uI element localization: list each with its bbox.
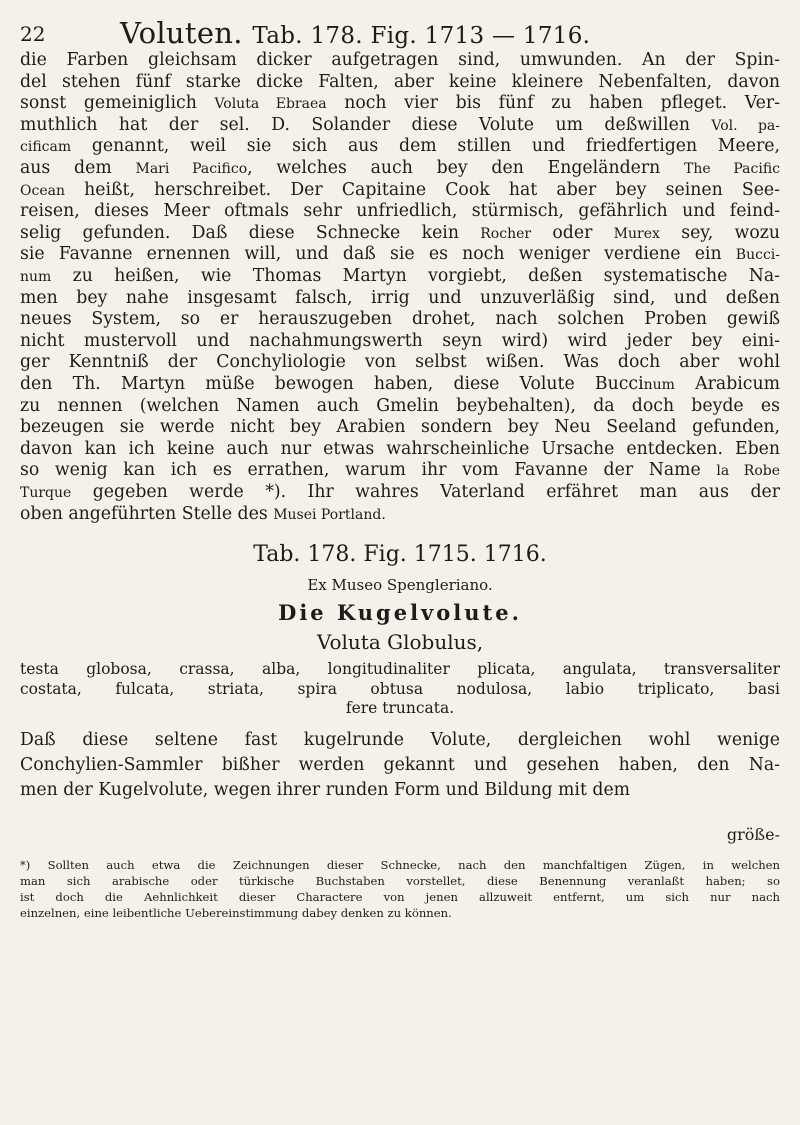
text-line: cificam genannt, weil sie sich aus dem stillen und friedfertigen Meere,: [20, 136, 780, 157]
description-line: fere truncata.: [345, 699, 455, 717]
text-line: oben angeführten Stelle des Musei Portland.: [20, 503, 386, 524]
text-line: neues System, so er herauszugeben drohet, nach solchen Proben gewiß: [20, 309, 780, 330]
page-number: 22: [20, 22, 46, 46]
text-line: muthlich hat der sel. D. Solander diese Volute um deßwillen Vol. pa-: [20, 114, 781, 135]
text-line: die Farben gleichsam dicker aufgetragen sind, umwunden. An der Spin-: [20, 50, 780, 70]
text-line: sie Favanne ernennen will, und daß sie es noch weniger verdiene ein Bucci-: [20, 244, 780, 265]
text-line: nicht mustervoll und nachahmungswerth seyn wird) wird jeder bey eini-: [20, 330, 780, 351]
running-title: [120, 16, 590, 50]
text-line: men der Kugelvolute, wegen ihrer runden Form und Bildung mit dem: [20, 780, 631, 800]
text-line: bezeugen sie werde nicht bey Arabien sondern bey Neu Seeland gefunden,: [20, 417, 780, 438]
text-line: num zu heißen, wie Thomas Martyn vorgiebt, deßen systematische Na-: [20, 266, 780, 286]
text-line: del stehen fünf starke dicke Falten, aber keine kleinere Nebenfalten, davon: [20, 71, 780, 92]
description-line: testa globosa, crassa, alba, longitudinaliter plicata, angulata, transversaliter: [20, 660, 780, 678]
text-line: selig gefunden. Daß diese Schnecke kein Rocher oder Murex sey, wozu: [20, 222, 780, 243]
catchword: größe-: [726, 825, 780, 844]
text-line: Ocean heißt, herschreibet. Der Capitaine Cook hat aber bey seinen See-: [20, 179, 780, 200]
text-line: davon kan ich keine auch nur etwas wahrscheinliche Ursache entdecken. Eben: [20, 438, 780, 459]
text-line: men bey nahe insgesamt falsch, irrig und unzuverläßig sind, und deßen: [20, 287, 780, 308]
text-line: Turque gegeben werde *). Ihr wahres Vaterland erfähret man aus der: [20, 482, 780, 502]
text-line: den Th. Martyn müße bewogen haben, diese Volute Buccinum Arabicum: [20, 374, 780, 394]
text-line: reisen, dieses Meer oftmals sehr unfriedlich, stürmisch, gefährlich und feind-: [20, 201, 780, 222]
species-german-name: Die Kugelvolute.: [278, 600, 522, 625]
text-line: Conchylien-Sammler bißher werden gekannt und gesehen haben, den Na-: [20, 755, 780, 775]
text-line: aus dem Mari Pacifico, welches auch bey den Engeländern The Pacific: [20, 158, 781, 178]
plate-title: Tab. 178. Fig. 1715. 1716.: [253, 542, 547, 567]
text-line: so wenig kan ich es errathen, warum ihr vom Favanne der Name la Robe: [20, 460, 780, 481]
footnote-line: ist doch die Aehnlichkeit dieser Charactere von jenen allzuweit entfernt, um sich nur nach: [20, 890, 780, 904]
text-line: sonst gemeiniglich Voluta Ebraea noch vier bis fünf zu haben pfleget. Ver-: [20, 93, 780, 114]
running-head: [20, 10, 780, 50]
text-line: Daß diese seltene fast kugelrunde Volute, dergleichen wohl wenige: [20, 730, 780, 750]
text-line: zu nennen (welchen Namen auch Gmelin beybehalten), da doch beyde es: [20, 395, 780, 416]
page: [20, 10, 781, 920]
footnote-line: einzelnen, eine leibentliche Uebereinstimmung dabey denken zu können.: [20, 906, 452, 920]
species-latin-name: Voluta Globulus,: [316, 630, 484, 654]
text-line: ger Kenntniß der Conchyliologie von selbst wißen. Was doch aber wohl: [20, 352, 780, 373]
plate-source: Ex Museo Spengleriano.: [307, 576, 493, 594]
section-title: Voluten.: [120, 16, 243, 50]
plate-reference: Tab. 178. Fig. 1713 — 1716.: [252, 23, 591, 49]
footnote-line: man sich arabische oder türkische Buchstaben vorstellet, diese Benennung veranlaßt haben; so: [20, 874, 780, 888]
description-line: costata, fulcata, striata, spira obtusa nodulosa, labio triplicato, basi: [20, 679, 780, 698]
footnote-line: *) Sollten auch etwa die Zeichnungen dieser Schnecke, nach den manchfaltigen Zügen, in welchen: [20, 858, 780, 872]
